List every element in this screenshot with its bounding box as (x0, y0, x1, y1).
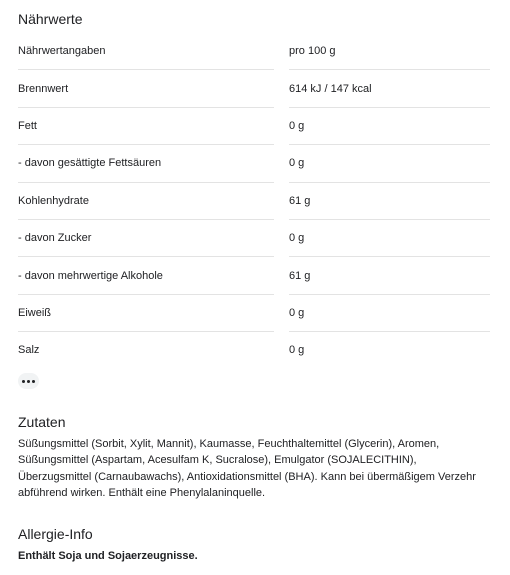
nutrition-label: Fett (18, 119, 37, 132)
more-horizontal-icon (27, 380, 30, 383)
nutrition-value: 0 g (289, 344, 305, 357)
ingredients-heading: Zutaten (18, 414, 66, 430)
nutrition-label: - davon mehrwertige Alkohole (18, 269, 163, 282)
nutrition-value: 0 g (289, 306, 305, 319)
nutrition-value: 0 g (289, 157, 305, 170)
nutrition-label: - davon Zucker (18, 232, 92, 245)
ingredients-text: Süßungsmittel (Sorbit, Xylit, Mannit), Kaumasse, Feuchthaltemittel (Glycerin), Aromen, Süßungsmittel (Aspartam, Acesulfam K, Sucralose), Emulgator (SOJALECITHIN), Überzugsmittel (Carnaubawachs), Antioxidationsmittel (BHA). Kann bei übermäßigem Verzehr abführend wirken. Enthält eine Phenylalaninquelle. (18, 438, 476, 499)
nutrition-label: Brennwert (18, 82, 69, 95)
table-row (18, 295, 490, 332)
nutrition-value: 0 g (289, 232, 305, 245)
nutrition-value: pro 100 g (289, 45, 336, 58)
more-horizontal-icon (32, 380, 35, 383)
table-row (18, 145, 490, 182)
nutrition-value: 61 g (289, 269, 311, 282)
nutrition-heading: Nährwerte (18, 11, 83, 27)
nutrition-label: Kohlenhydrate (18, 194, 89, 207)
table-row (18, 70, 490, 107)
nutrition-label: Eiweiß (18, 306, 52, 319)
table-row (18, 257, 490, 294)
nutrition-label: Nährwertangaben (18, 45, 106, 58)
table-row (18, 108, 490, 145)
table-row (18, 220, 490, 257)
table-row (18, 332, 490, 369)
table-row (18, 33, 490, 70)
nutrition-label: Salz (18, 344, 40, 357)
table-row (18, 183, 490, 220)
nutrition-value: 614 kJ / 147 kcal (289, 82, 372, 95)
allergy-text: Enthält Soja und Sojaerzeugnisse. (18, 550, 198, 562)
more-button[interactable] (18, 373, 39, 389)
allergy-heading: Allergie-Info (18, 526, 93, 542)
nutrition-value: 0 g (289, 119, 305, 132)
more-horizontal-icon (22, 380, 25, 383)
nutrition-value: 61 g (289, 194, 311, 207)
nutrition-table (18, 33, 490, 370)
nutrition-label: - davon gesättigte Fettsäuren (18, 157, 162, 170)
